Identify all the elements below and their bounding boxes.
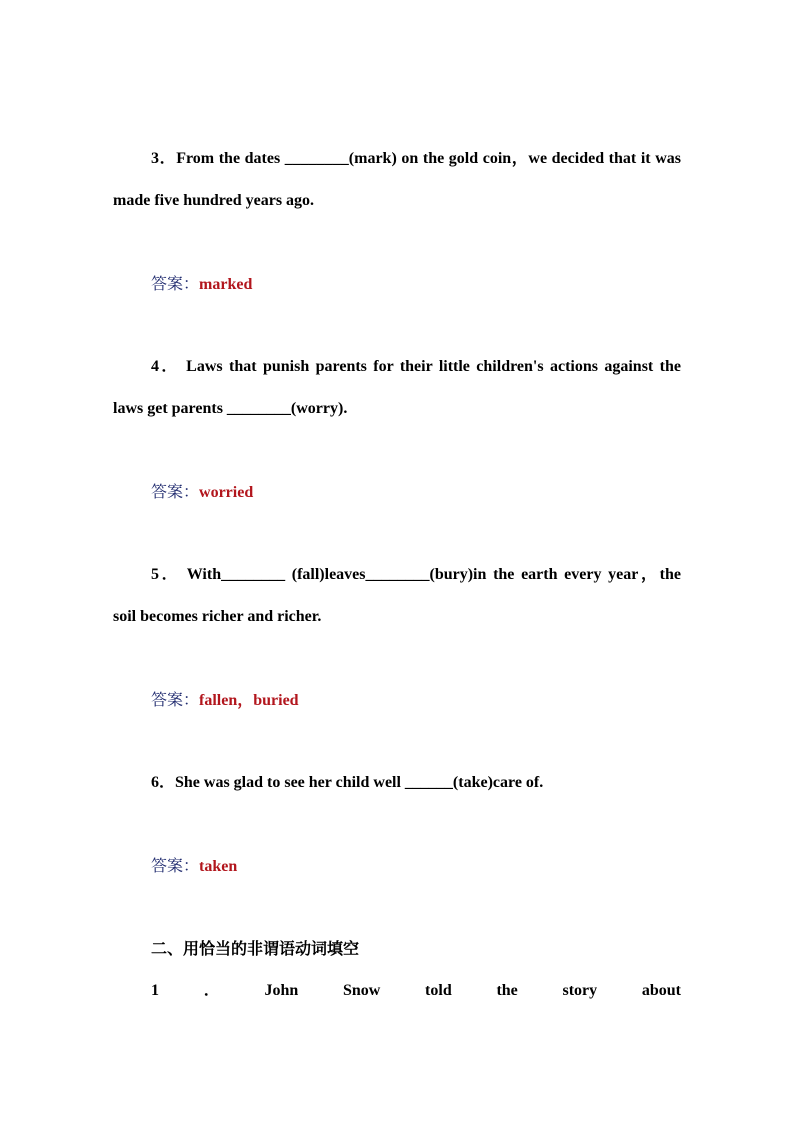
answer-label: 答案：: [151, 274, 200, 293]
question-6-text: 6．She was glad to see her child well ______(take)care of.: [151, 774, 544, 791]
section-heading: 二、用恰当的非谓语动词填空: [151, 939, 360, 958]
next-question-word: Snow: [342, 982, 381, 999]
answer-value: worried: [199, 484, 254, 501]
question-4-text: 4． Laws that punish parents for their little children's actions against the laws get parents ________(worry).: [113, 358, 681, 417]
answer-label: 答案：: [151, 482, 200, 501]
answer-value: fallen，buried: [199, 692, 299, 709]
question-3-text: 3．From the dates ________(mark) on the gold coin，we decided that it was made five hundred years ago.: [113, 150, 681, 209]
next-question-line: [151, 979, 681, 1003]
question-6-answer: [151, 854, 237, 879]
next-question-word: story: [562, 982, 598, 999]
next-question-word: about: [641, 982, 681, 999]
question-4-answer: [151, 480, 253, 505]
answer-label: 答案：: [151, 856, 200, 875]
question-5-answer: [151, 688, 299, 713]
answer-label: 答案：: [151, 690, 200, 709]
next-question-word: the: [496, 982, 518, 999]
answer-value: taken: [199, 858, 238, 875]
next-question-word: 1: [151, 982, 159, 999]
question-5-text: 5． With________ (fall)leaves________(bury)in the earth every year，the soil becomes richer and richer.: [113, 566, 681, 625]
answer-value: marked: [199, 276, 253, 293]
next-question-word: ．: [203, 982, 220, 999]
next-question-word: John: [264, 982, 299, 999]
next-question-word: told: [425, 982, 452, 999]
question-3-answer: [151, 272, 252, 297]
